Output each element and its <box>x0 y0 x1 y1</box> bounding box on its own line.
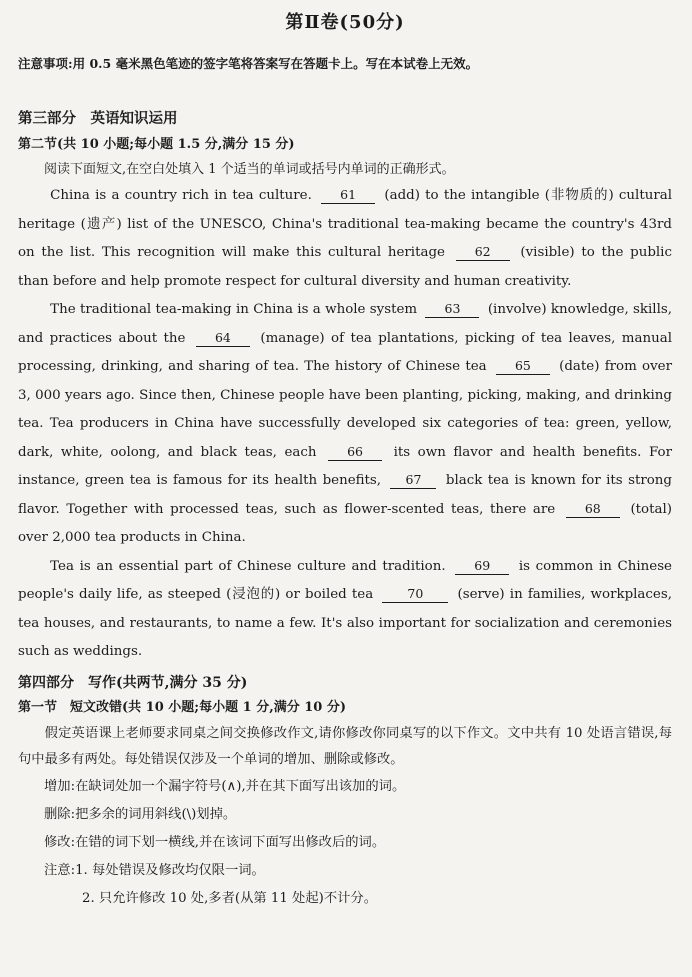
part4-intro: 假定英语课上老师要求同桌之间交换修改作文,请你修改你同桌写的以下作文。文中共有 10 处语言错误,每句中最多有两处。每处错误仅涉及一个单词的增加、删除或修改。 <box>18 725 672 767</box>
page-title: 第Ⅱ卷(50分) <box>285 12 405 33</box>
note-2: 2. 只允许修改 10 处,多者(从第 11 处起)不计分。 <box>82 890 378 906</box>
rule-modify: 修改:在错的词下划一横线,并在该词下面写出修改后的词。 <box>44 834 386 850</box>
passage-text: is common in Chinese people's daily life, as steeped (浸泡的) or boiled tea <box>18 558 672 602</box>
passage-text: Tea is an essential part of Chinese culture and tradition. <box>50 558 446 574</box>
passage-text: its own flavor and health benefits. For instance, green tea is famous for its health benefits, <box>18 444 672 488</box>
passage-text: China is a country rich in tea culture. <box>50 188 312 203</box>
passage-text: (involve) knowledge, skills, and practices about the <box>18 302 672 346</box>
passage-text: (manage) of tea plantations, picking of tea leaves, manual processing, drinking, and sharing of tea. The history of Chinese tea <box>18 330 673 374</box>
blank-68[interactable]: 68 <box>566 501 620 518</box>
part4-heading: 第四部分 写作(共两节,满分 35 分) <box>18 674 248 691</box>
rule-delete: 删除:把多余的词用斜线(\)划掉。 <box>44 806 237 822</box>
part3-heading: 第三部分 英语知识运用 <box>18 110 178 127</box>
passage-text: (serve) in families, workplaces, tea houses, and restaurants, to name a few. It's also important for socialization and ceremonies such as weddings. <box>18 587 672 659</box>
blank-65[interactable]: 65 <box>496 358 550 375</box>
part3-section-heading: 第二节(共 10 小题;每小题 1.5 分,满分 15 分) <box>18 137 295 152</box>
passage-paragraph-2 <box>18 296 672 553</box>
blank-64[interactable]: 64 <box>196 330 250 347</box>
passage-text: black tea is known for its strong flavor. Together with processed teas, such as flower-scented teas, there are <box>18 473 673 517</box>
rule-add: 增加:在缺词处加一个漏字符号(∧),并在其下面写出该加的词。 <box>44 778 406 794</box>
passage-text: (date) from over 3, 000 years ago. Since then, Chinese people have been planting, picking, making, and drinking tea. Tea producers in China have successfully developed six categories of tea: green, yellow, dark, white, oolong, and black teas, each <box>18 359 672 460</box>
blank-61[interactable]: 61 <box>321 187 375 204</box>
passage-text: (add) to the intangible (非物质的) cultural heritage (遗产) list of the UNESCO, China's traditional tea-making became the country's 43rd on the list. This recognition will make this cultural heritage <box>18 188 672 260</box>
blank-70[interactable]: 70 <box>382 586 448 603</box>
part4-section-heading: 第一节 短文改错(共 10 小题;每小题 1 分,满分 10 分) <box>18 699 347 715</box>
blank-62[interactable]: 62 <box>456 244 510 261</box>
passage-paragraph-1 <box>18 182 672 296</box>
blank-66[interactable]: 66 <box>328 444 382 461</box>
note-1: 注意:1. 每处错误及修改均仅限一词。 <box>44 862 265 878</box>
passage-text: (total) over 2,000 tea products in China. <box>18 501 672 545</box>
passage-text: The traditional tea-making in China is a whole system <box>50 302 418 317</box>
blank-67[interactable]: 67 <box>390 472 436 489</box>
notice-text: 注意事项:用 0.5 毫米黑色笔迹的签字笔将答案写在答题卡上。写在本试卷上无效。 <box>18 56 479 71</box>
blank-69[interactable]: 69 <box>455 558 509 575</box>
passage-text: (visible) to the public than before and help promote respect for cultural diversity and human creativity. <box>18 245 672 289</box>
blank-63[interactable]: 63 <box>425 301 479 318</box>
passage-paragraph-3 <box>18 553 672 667</box>
part3-instruction: 阅读下面短文,在空白处填入 1 个适当的单词或括号内单词的正确形式。 <box>44 162 455 177</box>
